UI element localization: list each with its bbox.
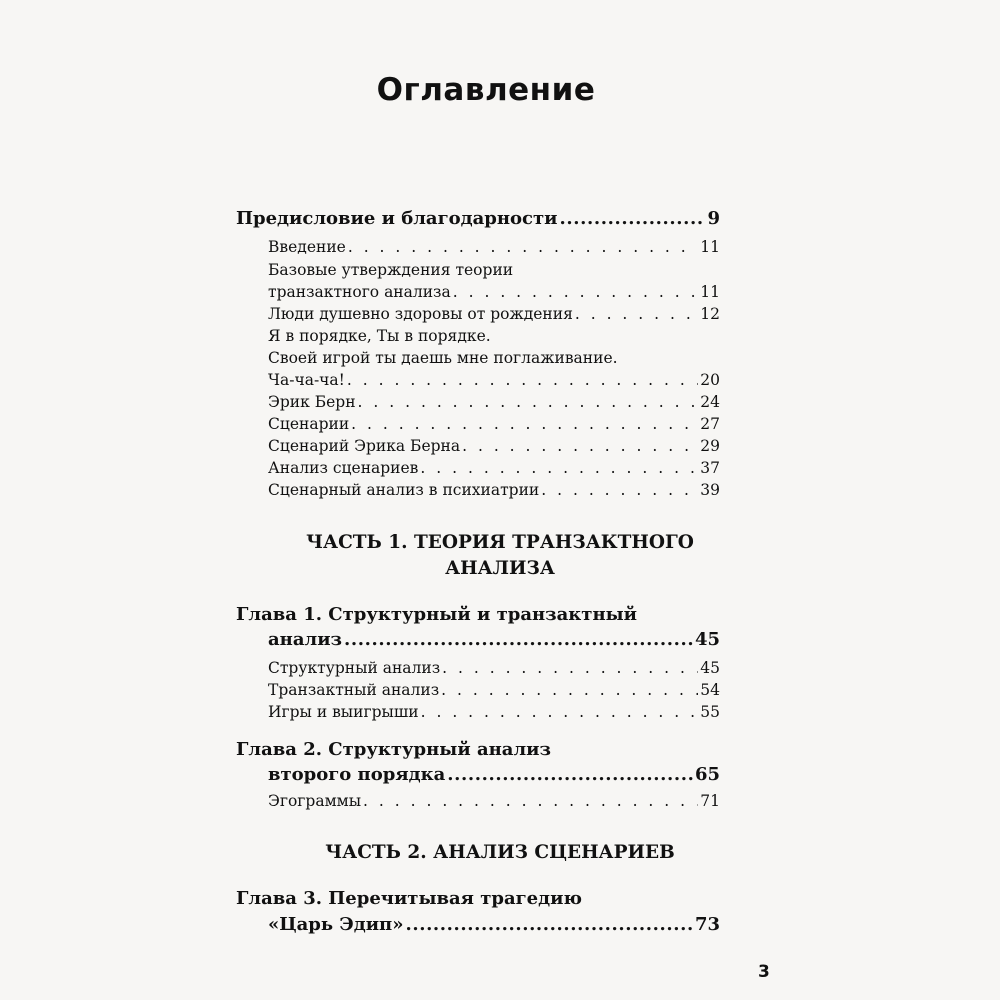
toc-entry-page: 45 (700, 659, 720, 677)
dot-leader (447, 764, 693, 785)
toc-entry-page: 55 (700, 703, 720, 721)
toc-entry-page: 54 (700, 681, 720, 699)
dot-leader (347, 371, 698, 389)
toc-subentry (268, 659, 720, 677)
toc-entry-label: Сценарий Эрика Берна (268, 437, 461, 455)
toc-entry-label: Предисловие и благодарности (236, 208, 558, 229)
toc-entry-label: Люди душевно здоровы от рождения (268, 305, 573, 323)
chapter-title-line: Глава 3. Перечитывая трагедию (236, 888, 582, 909)
toc-entry-label: транзактного анализа (268, 283, 451, 301)
toc-entry-label: Сценарный анализ в психиатрии (268, 481, 540, 499)
toc-entry-page: 65 (694, 764, 720, 785)
toc-entry-label: Эрик Берн (268, 393, 356, 411)
toc-entry-chapter-1 (268, 629, 720, 650)
dot-leader (541, 481, 698, 499)
toc-entry-chapter-3 (268, 914, 720, 935)
dot-leader (560, 208, 706, 229)
toc-subentry (268, 437, 720, 455)
part-heading-line: АНАЛИЗА (445, 558, 555, 579)
toc-entry-label: Сценарии (268, 415, 350, 433)
toc-entry-page: 9 (707, 208, 720, 229)
dot-leader (575, 305, 698, 323)
toc-subentry (268, 415, 720, 433)
toc-entry-label: Эгограммы (268, 792, 362, 810)
toc-subentry (268, 305, 720, 323)
toc-entry-page: 12 (700, 305, 720, 323)
dot-leader (420, 459, 698, 477)
toc-entry-page: 39 (700, 481, 720, 499)
dot-leader (421, 703, 699, 721)
toc-entry-page: 45 (694, 629, 720, 650)
toc-subentry (268, 283, 720, 301)
toc-subentry (268, 393, 720, 411)
dot-leader (363, 792, 698, 810)
toc-subentry (268, 792, 720, 810)
toc-entry-page: 37 (700, 459, 720, 477)
dot-leader (348, 238, 698, 256)
toc-subentry (268, 703, 720, 721)
toc-entry-page: 20 (700, 371, 720, 389)
toc-subentry (268, 681, 720, 699)
dot-leader (351, 415, 698, 433)
part-heading: ЧАСТЬ 2. АНАЛИЗ СЦЕНАРИЕВ (325, 842, 675, 863)
toc-entry-label: Анализ сценариев (268, 459, 419, 477)
chapter-title-line: Глава 1. Структурный и транзактный (236, 604, 638, 625)
toc-entry-page: 29 (700, 437, 720, 455)
toc-entry-page: 73 (694, 914, 720, 935)
dot-leader (358, 393, 699, 411)
dot-leader (453, 283, 699, 301)
toc-entry-page: 11 (700, 238, 720, 256)
toc-entry-page: 24 (700, 393, 720, 411)
toc-entry-label: Введение (268, 238, 346, 256)
toc-entry-page: 71 (700, 792, 720, 810)
toc-entry-label: Транзактный анализ (268, 681, 440, 699)
toc-subentry (268, 238, 720, 256)
toc-entry-label: «Царь Эдип» (268, 914, 404, 935)
toc-subentry-line: Своей игрой ты даешь мне поглаживание. (268, 349, 618, 367)
toc-subentry-line: Базовые утверждения теории (268, 261, 514, 279)
toc-entry-label: Структурный анализ (268, 659, 441, 677)
toc-entry-preface (236, 208, 720, 229)
dot-leader (344, 629, 693, 650)
dot-leader (462, 437, 698, 455)
part-heading-line: ЧАСТЬ 1. ТЕОРИЯ ТРАНЗАКТНОГО (306, 532, 694, 553)
toc-entry-label: Игры и выигрыши (268, 703, 419, 721)
chapter-title-line: Глава 2. Структурный анализ (236, 739, 551, 760)
toc-entry-chapter-2 (268, 764, 720, 785)
toc-subentry-line: Я в порядке, Ты в порядке. (268, 327, 491, 345)
toc-entry-page: 11 (700, 283, 720, 301)
toc-subentry (268, 371, 720, 389)
page-number: 3 (758, 962, 770, 982)
toc-entry-label: второго порядка (268, 764, 446, 785)
page-title: Оглавление (376, 72, 596, 108)
toc-entry-label: анализ (268, 629, 343, 650)
toc-entry-page: 27 (700, 415, 720, 433)
dot-leader (405, 914, 692, 935)
dot-leader (442, 659, 698, 677)
part-heading (0, 530, 1000, 582)
toc-entry-label: Ча-ча-ча! (268, 371, 345, 389)
toc-subentry (268, 459, 720, 477)
toc-subentry (268, 481, 720, 499)
dot-leader (441, 681, 698, 699)
